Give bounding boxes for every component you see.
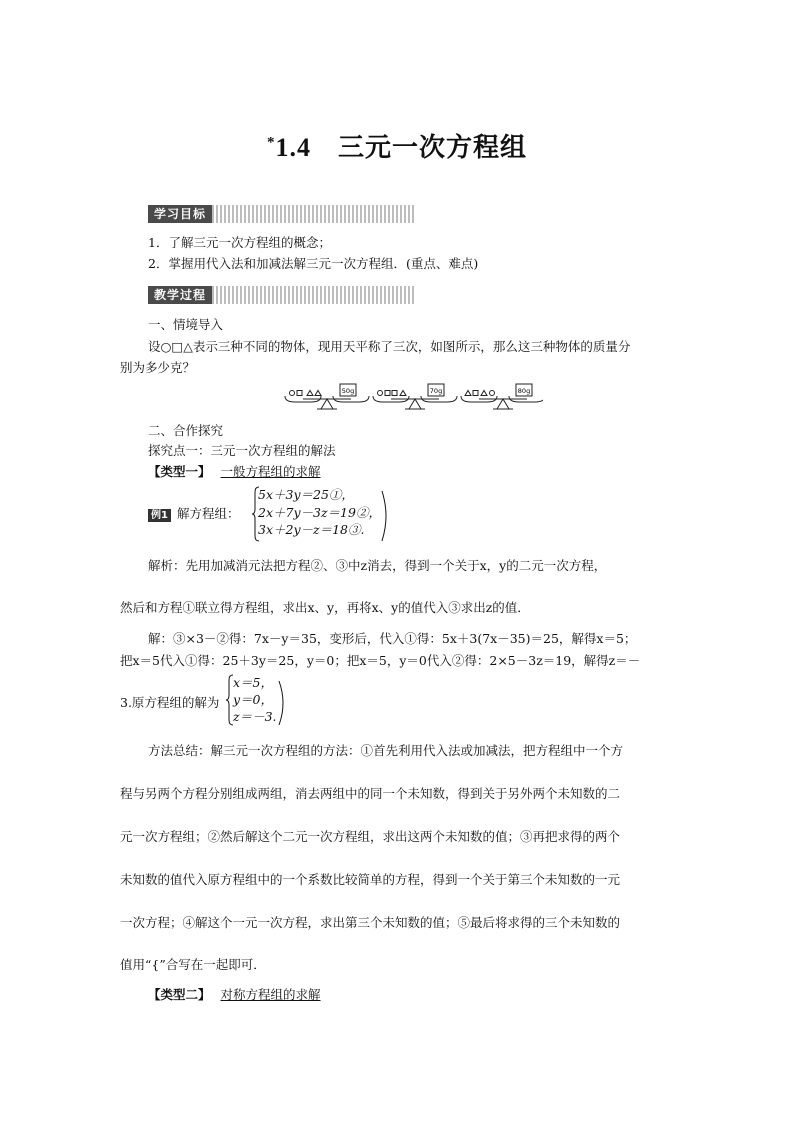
solution-line-3: 3.原方程组的解为 [120, 695, 220, 710]
example-1-label [148, 505, 239, 524]
solution-line-2: 把x＝5代入①得：25＋3y＝25，y＝0；把x＝5，y＝0代入②得：2×5－3z＝19，解得z＝－ [120, 653, 641, 668]
intro-heading: 一、情境导入 [148, 317, 224, 332]
type2-tag: 【类型二】 [148, 987, 211, 1002]
type1-line [148, 463, 321, 482]
analysis-line-2: 然后和方程①联立得方程组，求出x、y，再将x、y的值代入③求出z的值． [120, 600, 530, 615]
title-text: 1.4 三元一次方程组 [275, 133, 527, 162]
explore-heading: 二、合作探究 [148, 423, 224, 438]
type2-line [148, 986, 321, 1005]
method-line-3: 元一次方程组；②然后解这个二元一次方程组，求出这两个未知数的值；③再把求得的两个 [120, 829, 621, 844]
answer-3: z＝－3. [233, 709, 277, 724]
weight-label-2: 70g [429, 387, 443, 395]
intro-line-1: 设○□△表示三种不同的物体，现用天平称了三次，如图所示，那么这三种物体的质量分 [148, 339, 631, 354]
balance-scale-1 [285, 384, 369, 409]
section-label-goals: 学习目标 [148, 205, 212, 223]
page-title [0, 128, 794, 167]
goal-item-1: 1．了解三元一次方程组的概念； [148, 235, 331, 250]
balance-scale-2 [373, 384, 457, 409]
intro-line-2: 别为多少克？ [120, 360, 196, 375]
right-paren-system [381, 490, 387, 542]
method-line-5: 一次方程；④解这个一元一次方程，求出第三个未知数的值；⑤最后将求得的三个未知数的 [120, 915, 621, 930]
weight-label-1: 50g [341, 387, 355, 395]
method-line-1: 方法总结：解三元一次方程组的方法：①首先利用代入法或加减法，把方程组中一个方 [148, 743, 624, 758]
equation-3: 3x＋2y－z＝18③. [258, 522, 365, 537]
section-bar-process [148, 286, 416, 304]
right-paren-answer [278, 680, 284, 726]
solution-line-1: 解：③×3－②得：7x－y＝35，变形后，代入①得：5x＋3(7x－35)＝25，解得x＝5； [148, 631, 637, 646]
equation-system [258, 486, 381, 539]
balance-svg [283, 382, 543, 414]
type2-title: 对称方程组的求解 [220, 987, 321, 1002]
type1-title: 一般方程组的求解 [220, 464, 321, 479]
answer-2: y＝0， [233, 692, 274, 707]
balance-figure [283, 382, 543, 414]
balance-scale-3 [461, 384, 543, 409]
method-line-2: 程与另两个方程分别组成两组，消去两组中的同一个未知数，得到关于另外两个未知数的二 [120, 786, 621, 801]
example-badge: 例1 [148, 509, 171, 522]
answer-1: x＝5， [233, 675, 274, 690]
weight-label-3: 80g [517, 387, 531, 395]
method-line-4: 未知数的值代入原方程组中的一个系数比较简单的方程，得到一个关于第三个未知数的一元 [120, 872, 621, 887]
example-text: 解方程组： [176, 506, 240, 521]
type1-tag: 【类型一】 [148, 464, 211, 479]
section-bar-goals [148, 205, 416, 223]
equation-1: 5x＋3y＝25①， [258, 487, 354, 502]
analysis-line-1: 解析：先用加减消元法把方程②、③中z消去，得到一个关于x，y的二元一次方程， [148, 558, 607, 573]
equation-2: 2x＋7y－3z＝19②， [258, 504, 381, 520]
explore-point: 探究点一：三元一次方程组的解法 [148, 443, 336, 458]
goal-item-2: 2．掌握用代入法和加减法解三元一次方程组．(重点、难点) [148, 256, 479, 271]
answer-system [233, 674, 277, 725]
section-label-process: 教学过程 [148, 286, 212, 304]
title-star: * [266, 134, 276, 151]
method-line-6: 值用“{”合写在一起即可． [120, 957, 266, 972]
